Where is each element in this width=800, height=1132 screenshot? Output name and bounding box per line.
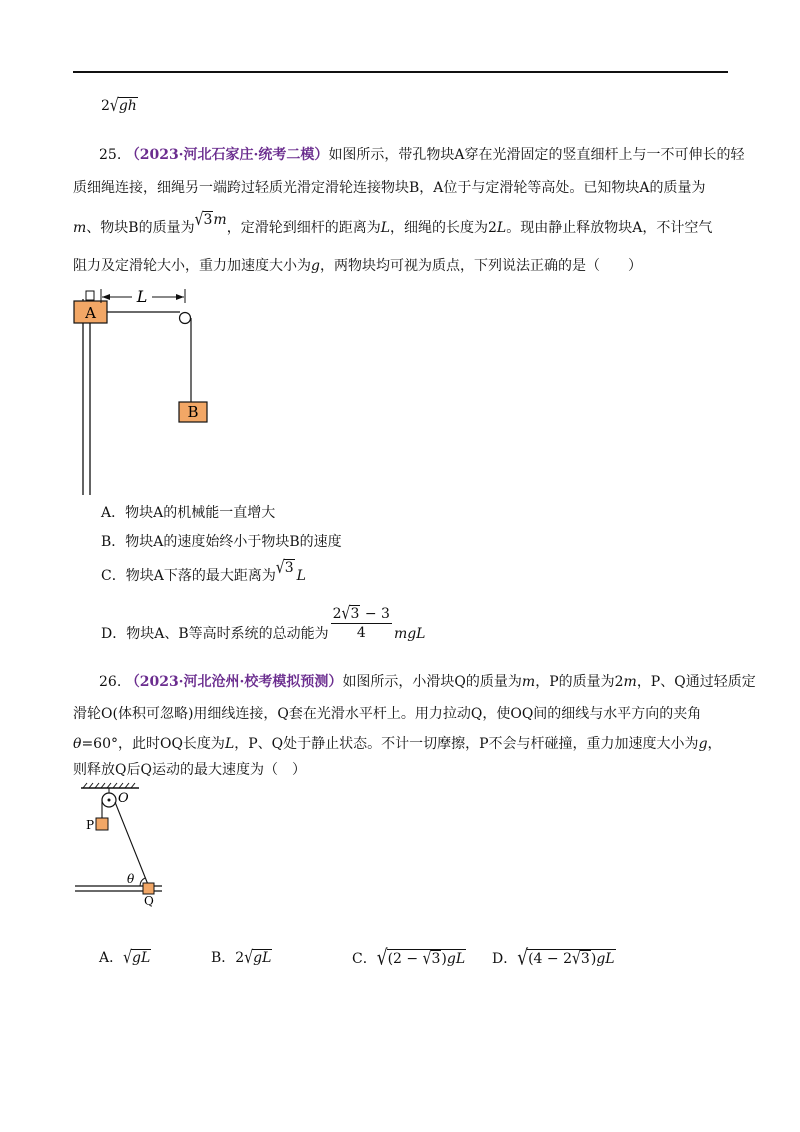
block-q [143,883,154,894]
label-a: A [85,304,96,322]
q25-figure [70,285,220,495]
q26-option-a-letter: A． [99,950,124,966]
sqrt-sign: √ [422,949,432,969]
q25-text3e: 。现由静止释放物块A，不计空气 [506,220,713,236]
q26-text2: 滑轮O(体积可忽略)用细线连接，Q套在光滑水平杆上。用力拉动Q，使OQ间的细线与水平方向的夹角 [73,706,702,722]
q26-source: （2023·河北沧州·校考模拟预测） [125,674,343,690]
q26-line4 [73,760,306,780]
q26-m: m [521,674,536,690]
q25-line2 [73,178,706,198]
q25-number: 25. [99,147,122,163]
prev-radicand: gh [118,98,137,114]
prev-coef: 2 [101,98,110,114]
q25-option-d-text: D．物块A、B等高时系统的总动能为 [101,625,329,642]
q26-option-d-radicand: (4 − 2√3)gL [528,949,615,969]
q25-option-a [101,503,275,523]
q25-m2: m [213,212,227,228]
q25-option-c-text: C．物块A下落的最大距离为 [101,568,276,584]
q26-option-c-radicand: (2 − √3)gL [387,949,466,969]
q25-sqrt3: 3 [203,212,213,228]
q25-g: g [311,258,320,274]
q25-option-c-L: L [296,568,306,584]
q26-line2 [73,704,701,724]
header-rule [73,71,728,73]
label-theta: θ [127,872,135,886]
q25-m: m [73,220,87,236]
pulley [180,313,191,324]
frac-num-tail: − 3 [360,606,390,622]
sqrt-sign: √ [109,96,119,116]
label-p: P [86,818,95,832]
q26-option-c-letter: C． [352,951,377,967]
q25-text3c: ，定滑轮到细杆的距离为 [226,220,381,236]
pulley-center [108,799,111,802]
q26-L: L [224,736,235,752]
q25-text2: 质细绳连接，细绳另一端跨过轻质光滑定滑轮连接物块B，A位于与定滑轮等高处。已知物块A的质量为 [73,180,706,196]
q26-g: g [698,736,708,752]
q25-source: （2023·河北石家庄·统考二模） [125,147,329,163]
q26-option-b-letter: B． [211,950,236,966]
q26-option-d-letter: D． [492,951,518,967]
q25-L: L [380,220,390,236]
q25-line3 [73,210,713,238]
block-p [96,818,108,830]
q26-text1a: 如图所示，小滑块Q的质量为 [342,674,522,690]
q25-option-a-text: A．物块A的机械能一直增大 [101,505,276,521]
q26-line3 [73,734,722,754]
label-o: O [118,791,129,806]
rod-cap [86,291,94,300]
q26-text1b: ，P的质量为2 [535,674,624,690]
q26-option-a-radicand: gL [132,950,151,966]
q26-option-d [492,945,616,971]
sqrt-sign: √ [275,558,285,578]
q26-m2: m [623,674,637,690]
q26-text3a: =60°，此时OQ长度为 [81,736,225,752]
q25-text3d: ，细绳的长度为2 [390,220,497,236]
sqrt-sign: √ [341,604,351,624]
q26-option-c-inner: 2 − [393,951,423,967]
q26-text3b: ，P、Q处于静止状态。不计一切摩擦，P不会与杆碰撞，重力加速度大小为 [234,736,699,752]
q26-option-a [99,948,151,968]
ceiling-hatch [83,783,135,788]
q26-option-d-gl: gL [596,951,615,967]
q26-option-c-gl: gL [446,951,466,967]
sqrt-sign: √ [194,210,204,230]
sqrt-sign: √ [244,948,254,968]
q26-option-b [211,948,272,968]
sqrt-sign: √ [572,949,581,969]
frac-den: 4 [356,625,366,641]
sqrt-sign: √ [517,945,529,971]
q25-L2: L [496,220,507,236]
q26-text3c: ， [707,736,722,752]
q26-text4: 则释放Q后Q运动的最大速度为（ ） [73,762,306,778]
q25-option-b [101,532,342,552]
q26-figure [70,782,180,907]
q26-option-d-inner-sqrt: 3 [580,951,590,967]
prev-answer [101,96,138,116]
q26-option-c [352,945,466,971]
label-b: B [187,403,199,421]
q25-option-b-text: B．物块A的速度始终小于物块B的速度 [101,534,342,550]
q25-option-d [101,605,425,642]
q25-line1 [99,145,745,165]
label-q: Q [144,894,154,907]
label-l: L [136,287,148,306]
q26-line1 [99,672,756,692]
q25-text4b: ，两物块均可视为质点，下列说法正确的是（ ） [319,258,642,274]
q26-option-b-coef: 2 [235,950,245,966]
q25-line4 [73,256,642,276]
q26-option-b-radicand: gL [253,950,272,966]
q26-theta: θ [73,736,82,752]
sqrt-sign: √ [376,945,388,971]
q25-option-c-sqrt: 3 [284,560,294,576]
dim-arrow-right [176,294,184,300]
frac-num-coef: 2 [332,606,342,622]
q26-text1c: ，P、Q通过轻质定 [636,674,756,690]
q25-option-c [101,558,306,586]
dim-arrow-left [102,294,110,300]
q26-number: 26. [99,674,122,690]
q26-option-c-inner-sqrt: 3 [431,951,441,967]
q25-text3b: 、物块B的质量为 [86,220,195,236]
q25-option-d-mgl: mgL [393,625,426,642]
q26-option-d-inner: 4 − 2 [533,951,572,967]
q25-text1: 如图所示，带孔物块A穿在光滑固定的竖直细杆上与一不可伸长的轻 [328,147,745,163]
q25-text4a: 阻力及定滑轮大小，重力加速度大小为 [73,258,311,274]
frac-num-sqrt: 3 [350,606,360,622]
q25-option-d-fraction [331,605,392,642]
sqrt-sign: √ [123,948,133,968]
